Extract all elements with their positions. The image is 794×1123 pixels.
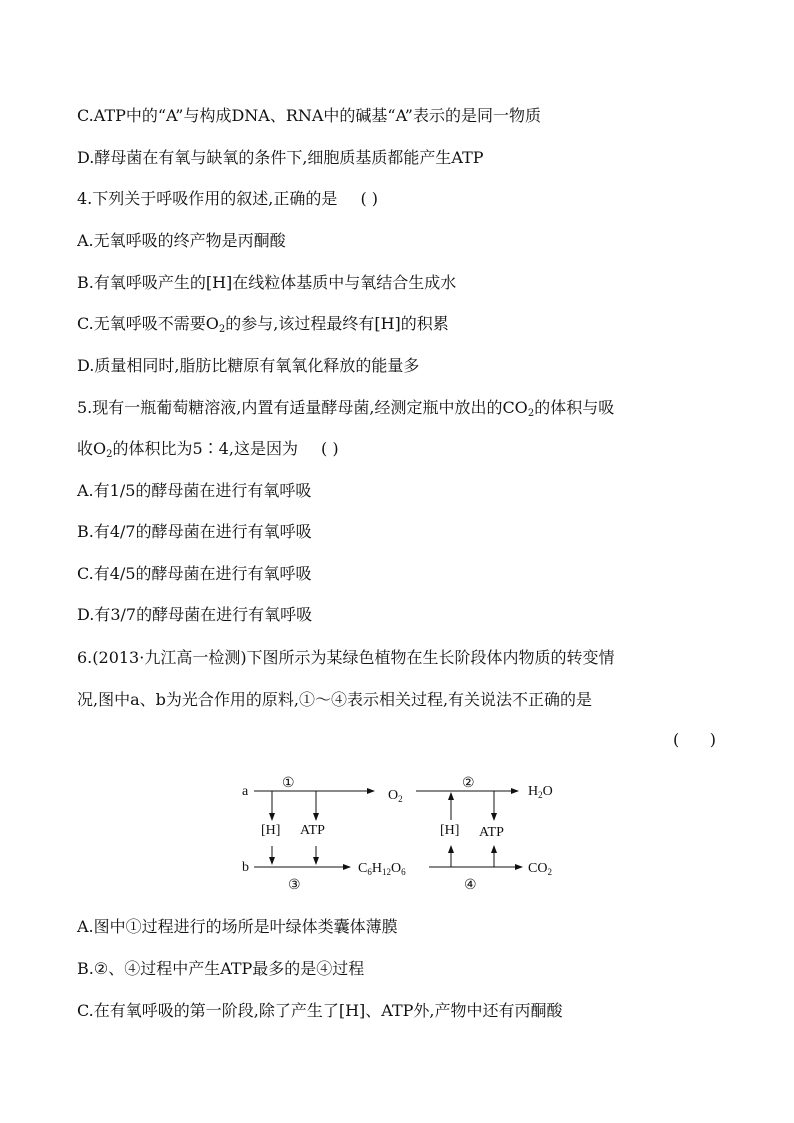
label-h-left: [H] — [261, 823, 281, 838]
question-5-text-end: 的体积与吸 — [534, 398, 615, 417]
question-5-stem-line-1 — [77, 398, 716, 418]
label-o2: $O_2$ — [388, 788, 403, 804]
label-h2o: $H_2O$ — [528, 784, 553, 800]
question-5-text-2-end: 的体积比为5∶4,这是因为 — [112, 439, 298, 458]
label-b: b — [242, 860, 249, 875]
question-6-answer-bracket: ( ) — [673, 730, 716, 749]
process-diagram — [236, 768, 566, 893]
question-4-stem — [77, 189, 716, 209]
question-6-stem-line-1: 6.(2013·九江高一检测)下图所示为某绿色植物在生长阶段体内物质的转变情 — [77, 648, 615, 667]
question-5-option-d: D.有3/7的酵母菌在进行有氧呼吸 — [77, 605, 313, 624]
label-atp-left: ATP — [300, 823, 325, 838]
label-a: a — [242, 784, 249, 799]
option-d-yeast: D.酵母菌在有氧与缺氧的条件下,细胞质基质都能产生ATP — [77, 148, 484, 167]
question-5-option-c: C.有4/5的酵母菌在进行有氧呼吸 — [77, 564, 312, 583]
process-2-label: ② — [462, 776, 475, 791]
question-4-option-c-text: C.无氧呼吸不需要O — [77, 314, 219, 333]
question-4-answer-bracket: ( ) — [360, 189, 379, 208]
question-5-text: 5.现有一瓶葡萄糖溶液,内置有适量酵母菌,经测定瓶中放出的CO — [77, 398, 528, 417]
question-5-text-2: 收O — [77, 439, 107, 458]
question-6-option-c: C.在有氧呼吸的第一阶段,除了产生了[H]、ATP外,产物中还有丙酮酸 — [77, 1001, 563, 1020]
question-4-option-b: B.有氧呼吸产生的[H]在线粒体基质中与氧结合生成水 — [77, 273, 457, 292]
question-5-option-a: A.有1/5的酵母菌在进行有氧呼吸 — [77, 481, 312, 500]
question-6-option-a: A.图中①过程进行的场所是叶绿体类囊体薄膜 — [77, 917, 398, 936]
process-4-label: ④ — [464, 878, 477, 893]
question-4-option-c-text-end: 的参与,该过程最终有[H]的积累 — [225, 314, 449, 333]
subscript: 2 — [527, 408, 535, 419]
question-5-stem-line-2 — [77, 439, 716, 459]
subscript: 2 — [218, 324, 226, 335]
question-6-option-b: B.②、④过程中产生ATP最多的是④过程 — [77, 959, 365, 978]
question-4-text: 4.下列关于呼吸作用的叙述,正确的是 — [77, 189, 338, 208]
option-c-atp: C.ATP中的“A”与构成DNA、RNA中的碱基“A”表示的是同一物质 — [77, 106, 541, 125]
question-4-option-d: D.质量相同时,脂肪比糖原有氧氧化释放的能量多 — [77, 356, 420, 375]
question-5-answer-bracket: ( ) — [321, 439, 339, 458]
question-5-option-b: B.有4/7的酵母菌在进行有氧呼吸 — [77, 522, 312, 541]
process-3-label: ③ — [288, 878, 301, 893]
label-h-right: [H] — [440, 823, 460, 838]
label-atp-right: ATP — [479, 825, 504, 840]
question-4-option-c — [77, 314, 716, 334]
label-glucose: $C_6H_{12}O_6$ — [358, 861, 406, 877]
label-co2: $CO_2$ — [528, 861, 552, 877]
process-1-label: ① — [282, 776, 295, 791]
question-6-stem-line-2: 况,图中a、b为光合作用的原料,①～④表示相关过程,有关说法不正确的是 — [77, 690, 593, 709]
subscript: 2 — [106, 449, 113, 460]
question-4-option-a: A.无氧呼吸的终产物是丙酮酸 — [77, 231, 286, 250]
